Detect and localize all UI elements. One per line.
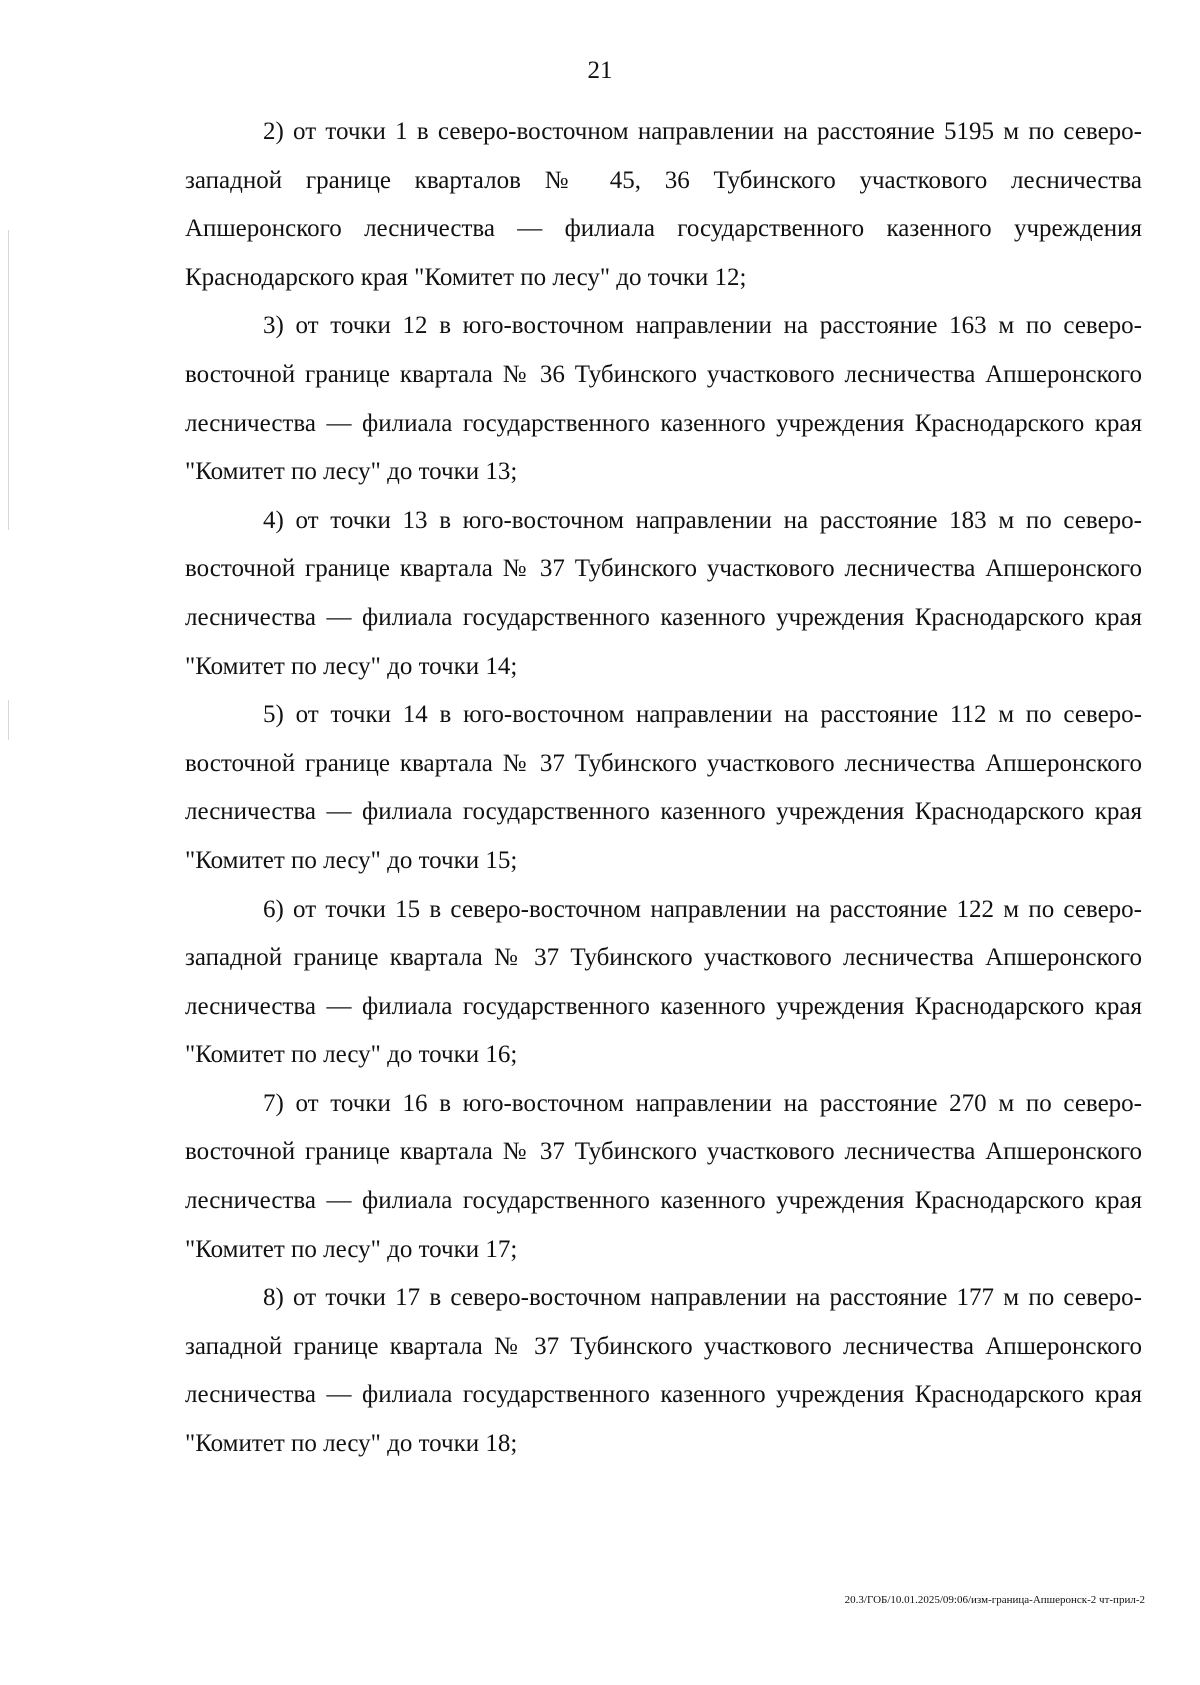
page-number: 21 [587,57,613,84]
paragraph-item-4: 4) от точки 13 в юго-восточном направлении на расстояние 183 м по северо-восточной границе квартала № 37 Тубинского участкового лесничества Апшеронского лесничества — филиала государственного казенного учреждения Краснодарского края "Комитет по лесу" до точки 14; [185,506,1142,680]
paragraph-item-8: 8) от точки 17 в северо-восточном направлении на расстояние 177 м по северо-западной границе квартала № 37 Тубинского участкового лесничества Апшеронского лесничества — филиала государственного казенного учреждения Краснодарского края "Комитет по лесу" до точки 18; [185,1284,1142,1458]
document-body [185,108,1142,1469]
paragraph-item-7: 7) от точки 16 в юго-восточном направлении на расстояние 270 м по северо-восточной границе квартала № 37 Тубинского участкового лесничества Апшеронского лесничества — филиала государственного казенного учреждения Краснодарского края "Комитет по лесу" до точки 17; [185,1089,1142,1263]
paragraph-item-6: 6) от точки 15 в северо-восточном направлении на расстояние 122 м по северо-западной границе квартала № 37 Тубинского участкового лесничества Апшеронского лесничества — филиала государственного казенного учреждения Краснодарского края "Комитет по лесу" до точки 16; [185,895,1142,1069]
scan-edge-mark [8,230,9,530]
scan-edge-mark [8,700,9,740]
paragraph-item-5: 5) от точки 14 в юго-восточном направлении на расстояние 112 м по северо-восточной границе квартала № 37 Тубинского участкового лесничества Апшеронского лесничества — филиала государственного казенного учреждения Краснодарского края "Комитет по лесу" до точки 15; [185,701,1142,874]
document-footer-code: 20.3/ГОБ/10.01.2025/09:06/изм-граница-Апшеронск-2 чт-прил-2 [844,1594,1145,1606]
paragraph-item-2: 2) от точки 1 в северо-восточном направлении на расстояние 5195 м по северо-западной границе кварталов № 45, 36 Тубинского участкового лесничества Апшеронского лесничества — филиала государственного казенного учреждения Краснодарского края "Комитет по лесу" до точки 12; [185,118,1142,291]
paragraph-item-3: 3) от точки 12 в юго-восточном направлении на расстояние 163 м по северо-восточной границе квартала № 36 Тубинского участкового лесничества Апшеронского лесничества — филиала государственного казенного учреждения Краснодарского края "Комитет по лесу" до точки 13; [185,312,1142,486]
